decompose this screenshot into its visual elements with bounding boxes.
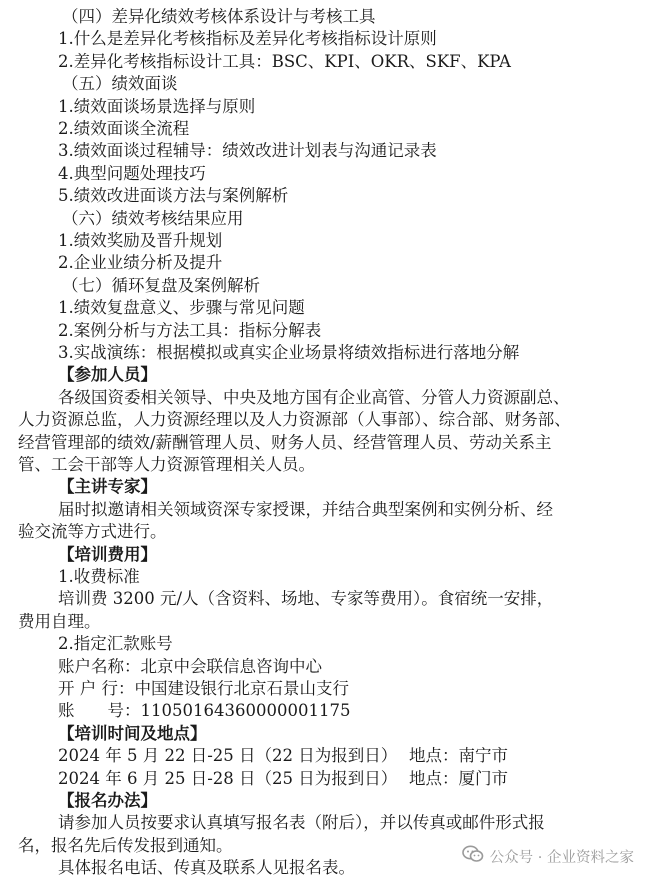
wechat-icon [462, 845, 484, 867]
text-line: 2.指定汇款账号 [58, 634, 173, 654]
text-line: 请参加人员按要求认真填写报名表（附后），并以传真或邮件形式报 [58, 813, 545, 833]
schedule-place: 地点：厦门市 [409, 768, 508, 788]
text-line [0, 768, 652, 790]
section-heading: 【报名办法】 [58, 791, 157, 810]
text-line: （五）绩效面谈 [62, 74, 178, 94]
text-line: 费用自理。 [18, 611, 101, 631]
text-line: 1.绩效复盘意义、步骤与常见问题 [58, 298, 305, 318]
text-line: 2.差异化考核指标设计工具：BSC、KPI、OKR、SKF、KPA [58, 51, 511, 71]
text-line: 开 户 行：中国建设银行北京石景山支行 [58, 679, 349, 698]
text-line: 1.绩效面谈场景选择与原则 [58, 96, 256, 116]
text-line: 4.典型问题处理技巧 [58, 163, 206, 183]
text-line: 培训费 3200 元/人（含资料、场地、专家等费用）。食宿统一安排， [58, 589, 554, 609]
watermark [462, 845, 634, 867]
text-line: 账 号：11050164360000001175 [58, 701, 351, 721]
text-line: 验交流等方式进行。 [18, 522, 167, 542]
text-line: 经营管理部的绩效/薪酬管理人员、财务人员、经营管理人员、劳动关系主 [18, 432, 552, 452]
text-line: 5.绩效改进面谈方法与案例解析 [58, 186, 289, 206]
text-line: （四）差异化绩效考核体系设计与考核工具 [62, 7, 376, 26]
text-line: 2.绩效面谈全流程 [58, 119, 190, 138]
section-heading: 【培训费用】 [58, 544, 157, 564]
text-line: （七）循环复盘及案例解析 [62, 275, 260, 295]
text-line: 2.企业业绩分析及提升 [58, 253, 223, 273]
text-line: 3.绩效面谈过程辅导：绩效改进计划表与沟通记录表 [58, 141, 437, 161]
text-line: 账户名称：北京中会联信息咨询中心 [58, 656, 322, 676]
text-line: 管、工会干部等人力资源管理相关人员。 [18, 455, 315, 474]
text-line: 1.绩效奖励及晋升规划 [58, 231, 223, 250]
text-line: 2.案例分析与方法工具：指标分解表 [58, 320, 322, 340]
text-line: 1.什么是差异化考核指标及差异化考核指标设计原则 [58, 29, 437, 49]
text-line: 各级国资委相关领导、中央及地方国有企业高管、分管人力资源副总、 [58, 387, 570, 407]
text-line: 具体报名电话、传真及联系人见报名表。 [58, 858, 355, 878]
text-line: 人力资源总监，人力资源经理以及人力资源部（人事部）、综合部、财务部、 [18, 410, 571, 430]
section-heading: 【主讲专家】 [58, 477, 157, 497]
text-line: 3.实战演练：根据模拟或真实企业场景将绩效指标进行落地分解 [58, 343, 520, 362]
watermark-text: 公众号 · 企业资料之家 [489, 849, 634, 866]
schedule-place: 地点：南宁市 [409, 746, 508, 766]
text-line: 届时拟邀请相关领域资深专家授课，并结合典型案例和实例分析、经 [58, 499, 553, 519]
text-line: 名，报名先后传发报到通知。 [18, 835, 233, 855]
text-line [0, 745, 652, 767]
section-heading: 【参加人员】 [58, 365, 157, 385]
section-heading: 【培训时间及地点】 [58, 723, 207, 743]
text-line: 1.收费标准 [58, 567, 140, 586]
text-line: （六）绩效考核结果应用 [62, 208, 244, 228]
schedule-date: 2024 年 6 月 25 日-28 日（25 日为报到日） [58, 768, 398, 788]
schedule-date: 2024 年 5 月 22 日-25 日（22 日为报到日） [58, 746, 398, 766]
